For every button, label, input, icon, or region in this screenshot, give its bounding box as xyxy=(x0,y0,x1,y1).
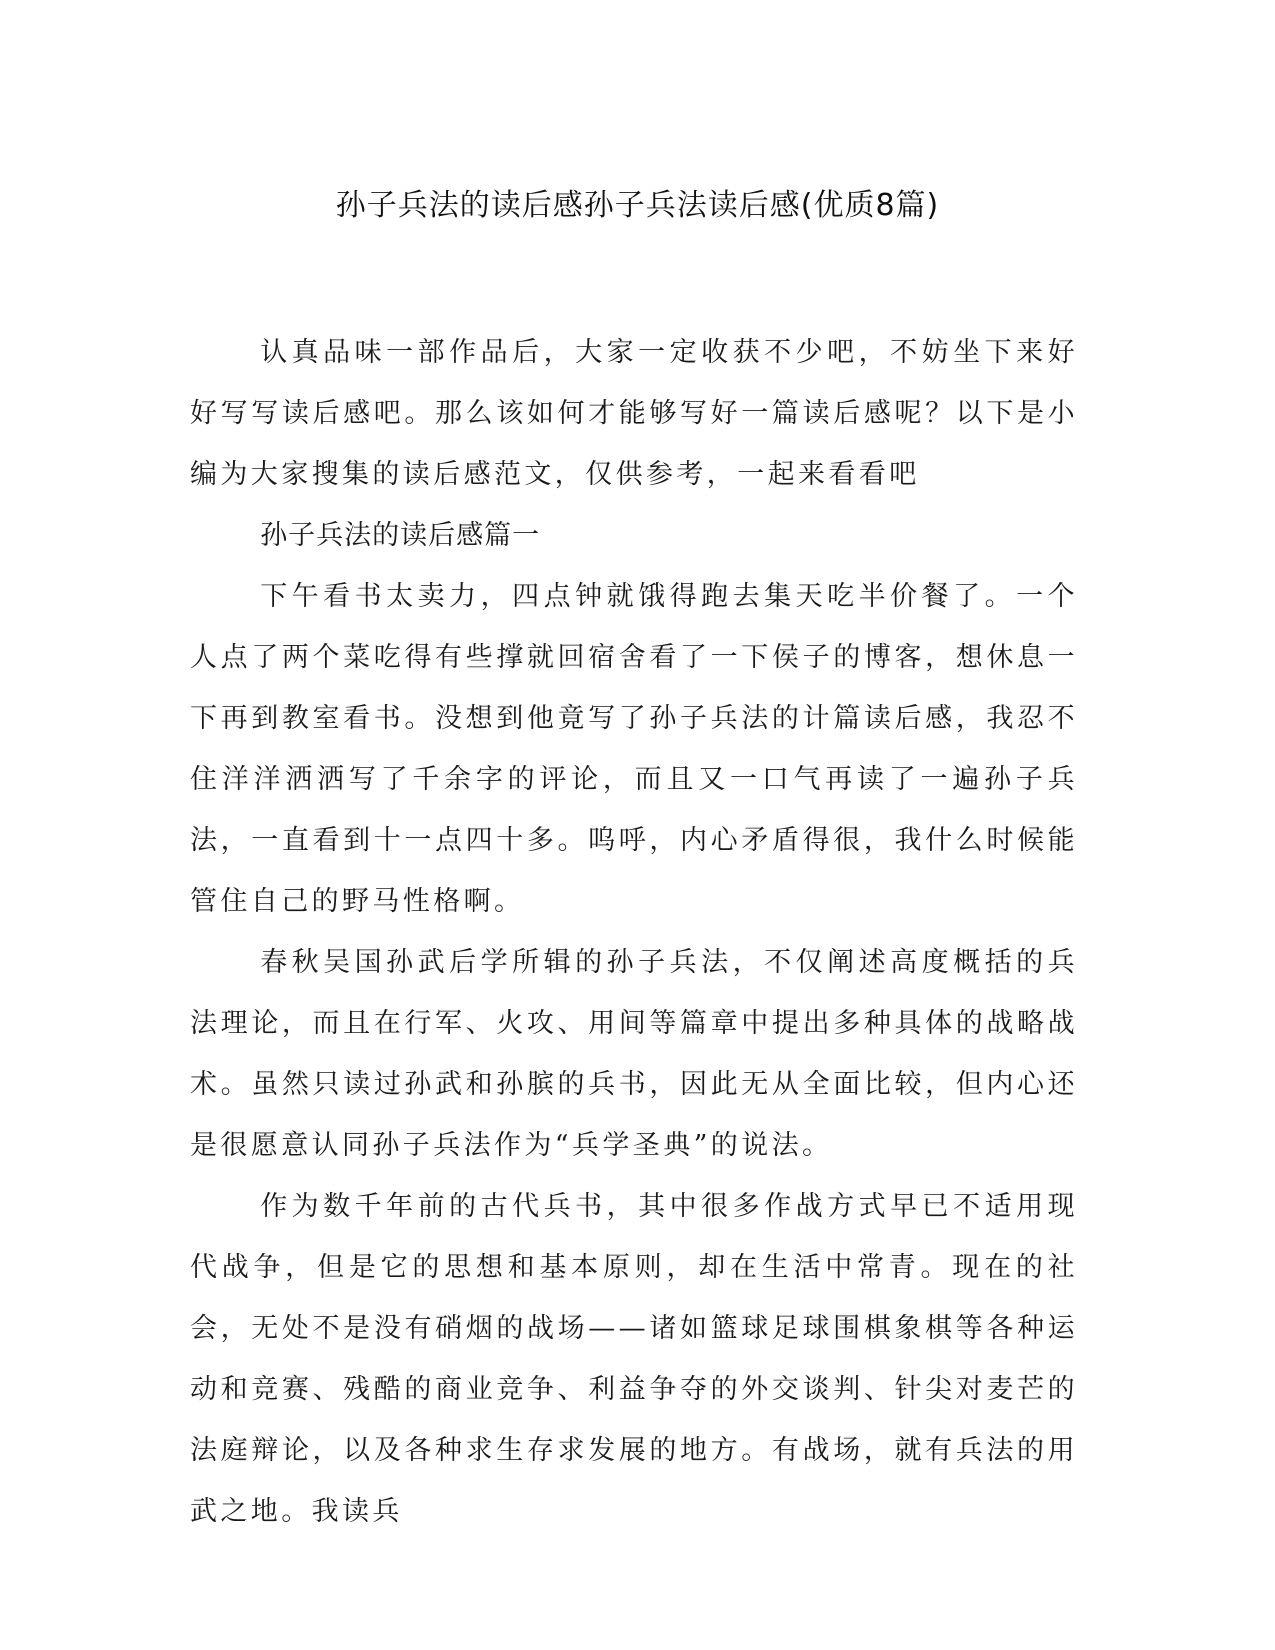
body-paragraph: 作为数千年前的古代兵书，其中很多作战方式早已不适用现代战争，但是它的思想和基本原则，却在生活中常青。现在的社会，无处不是没有硝烟的战场——诸如篮球足球围棋象棋等各种运动和竞赛、残酷的商业竞争、利益争夺的外交谈判、针尖对麦芒的法庭辩论，以及各种求生存求发展的地方。有战场，就有兵法的用武之地。我读兵 xyxy=(190,1191,1078,1527)
document-title: 孙子兵法的读后感孙子兵法读后感(优质8篇) xyxy=(335,188,940,223)
body-paragraph: 下午看书太卖力，四点钟就饿得跑去集天吃半价餐了。一个人点了两个菜吃得有些撑就回宿舍看了一下侯子的博客，想休息一下再到教室看书。没想到他竟写了孙子兵法的计篇读后感，我忍不住洋洋洒洒写了千余字的评论，而且又一口气再读了一遍孙子兵法，一直看到十一点四十多。呜呼，内心矛盾得很，我什么时候能管住自己的野马性格啊。 xyxy=(190,581,1078,917)
intro-paragraph: 认真品味一部作品后，大家一定收获不少吧，不妨坐下来好好写写读后感吧。那么该如何才能够写好一篇读后感呢？以下是小编为大家搜集的读后感范文，仅供参考，一起来看看吧 xyxy=(190,337,1078,490)
body-paragraph: 春秋吴国孙武后学所辑的孙子兵法，不仅阐述高度概括的兵法理论，而且在行军、火攻、用间等篇章中提出多种具体的战略战术。虽然只读过孙武和孙膑的兵书，因此无从全面比较，但内心还是很愿意认同孙子兵法作为“兵学圣典”的说法。 xyxy=(190,947,1078,1161)
document-body xyxy=(190,322,1078,1542)
section-heading: 孙子兵法的读后感篇一 xyxy=(260,520,541,551)
